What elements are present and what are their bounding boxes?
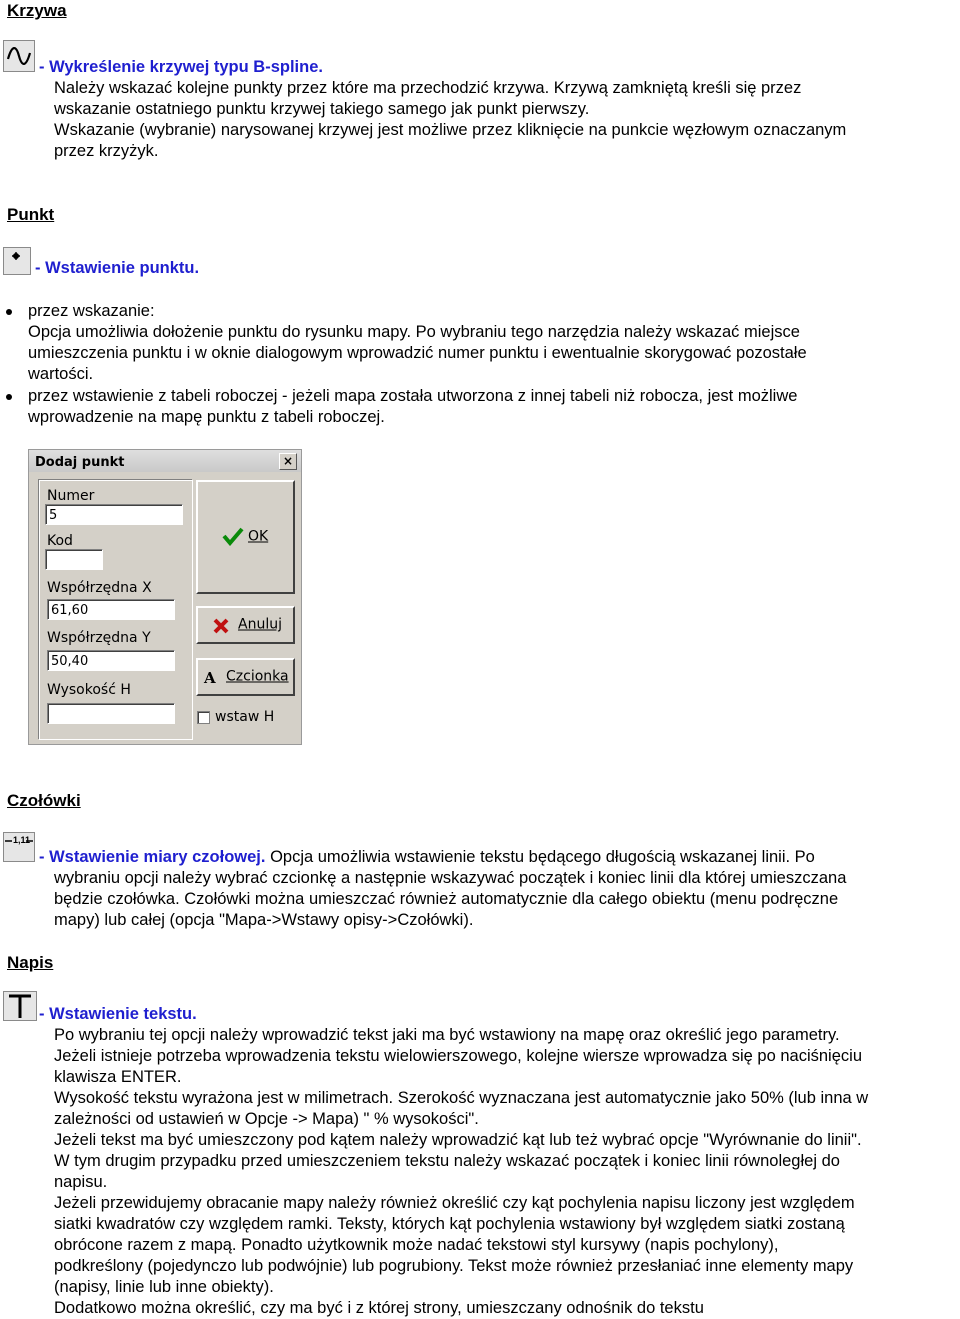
numer-input[interactable]: 5 xyxy=(45,504,183,525)
wstaw-h-checkbox[interactable] xyxy=(197,711,210,724)
anuluj-button[interactable] xyxy=(196,606,295,644)
krzywa-line-4: przez krzyżyk. xyxy=(54,142,159,160)
section-header-punkt: Punkt xyxy=(7,205,55,224)
czolowki-line-2: będzie czołówka. Czołówki można umieszczać również automatycznie dla całego obiektu (menu podręczne xyxy=(54,890,839,908)
czolowki-line-3: mapy) lub całej (opcja "Mapa->Wstawy opisy->Czołówki). xyxy=(54,911,474,929)
measurement-tool-icon[interactable] xyxy=(3,832,35,862)
bullet-dot xyxy=(6,309,12,315)
czolowki-first-line xyxy=(39,847,815,868)
napis-line-10: siatki kwadratów czy względem ramki. Teksty, których kąt pochylenia wstawiony był względem siatki zostaną xyxy=(54,1215,845,1233)
punkt-bullet1-line-1: Opcja umożliwia dołożenie punktu do rysunku mapy. Po wybraniu tego narzędzia należy wskazać miejsce xyxy=(28,323,800,341)
napis-line-14: Dodatkowo można określić, czy ma być i z której strony, umieszczany odnośnik do tekstu xyxy=(54,1299,704,1317)
punkt-bullet1-line-2: umieszczenia punktu i w oknie dialogowym wprowadzić numer punktu i ewentualnie skorygować pozostałe xyxy=(28,344,807,362)
ok-button[interactable] xyxy=(196,480,295,594)
napis-line-2: Jeżeli istnieje potrzeba wprowadzenia tekstu wielowierszowego, kolejne wiersze wprowadza się po naciśnięciu xyxy=(54,1047,862,1065)
krzywa-line-1: Należy wskazać kolejne punkty przez które ma przechodzić krzywa. Krzywą zamkniętą kreśli się przez xyxy=(54,79,802,97)
punkt-bullet2-line-1: przez wstawienie z tabeli roboczej - jeżeli mapa została utworzona z innej tabeli niż robocza, jest możliwe xyxy=(28,387,798,405)
point-tool-icon[interactable] xyxy=(3,247,31,275)
napis-line-1: Po wybraniu tej opcji należy wprowadzić tekst jaki ma być wstawiony na mapę oraz określić jego parametry. xyxy=(54,1026,840,1044)
wspolrzedna-x-label: Współrzędna X xyxy=(47,580,152,596)
napis-line-9: Jeżeli przewidujemy obracanie mapy należy również określić czy kąt pochylenia napisu liczony jest względem xyxy=(54,1194,855,1212)
napis-title: - Wstawienie tekstu. xyxy=(39,1005,197,1023)
section-header-krzywa: Krzywa xyxy=(7,1,67,20)
napis-line-11: obrócone razem z mapą. Ponadto użytkownik może nadać tekstowi styl kursywy (napis pochylony), xyxy=(54,1236,779,1254)
czolowki-first-rest: Opcja umożliwia wstawienie tekstu będącego długością wskazanej linii. Po xyxy=(265,848,815,866)
section-header-napis: Napis xyxy=(7,953,54,972)
kod-input[interactable] xyxy=(45,549,103,570)
napis-line-12: podkreślony (pojedynczo lub podwójnie) lub pogrubiony. Tekst może również przesłaniać inne elementy mapy xyxy=(54,1257,854,1275)
dialog-titlebar xyxy=(29,450,301,472)
curve-tool-icon[interactable] xyxy=(3,40,35,72)
checkmark-icon xyxy=(222,526,244,553)
close-icon[interactable]: × xyxy=(279,453,297,470)
krzywa-line-3: Wskazanie (wybranie) narysowanej krzywej jest możliwe przez kliknięcie na punkcie węzłowym oznaczanym xyxy=(54,121,847,139)
wysokosc-h-input[interactable] xyxy=(47,703,175,724)
punkt-bullet1-title: przez wskazanie: xyxy=(28,302,155,320)
wspolrzedna-x-input[interactable]: 61,60 xyxy=(47,599,175,620)
numer-label: Numer xyxy=(47,488,95,504)
font-icon: A xyxy=(204,669,216,687)
anuluj-button-label: Anuluj xyxy=(238,616,282,633)
czcionka-button-label: Czcionka xyxy=(226,668,289,685)
text-tool-icon[interactable] xyxy=(3,991,37,1021)
czcionka-button[interactable] xyxy=(196,658,295,696)
measurement-icon-text: 1,11 xyxy=(13,835,31,845)
cross-icon xyxy=(212,617,230,642)
napis-line-3: klawisza ENTER. xyxy=(54,1068,182,1086)
kod-label: Kod xyxy=(47,533,73,549)
czolowki-line-1: wybraniu opcji należy wybrać czcionkę a następnie wskazywać początek i koniec linii dla której umieszczana xyxy=(54,869,847,887)
punkt-bullet1-line-3: wartości. xyxy=(28,365,94,383)
czolowki-title: - Wstawienie miary czołowej. xyxy=(39,848,266,866)
wysokosc-h-label: Wysokość H xyxy=(47,682,131,698)
napis-line-8: napisu. xyxy=(54,1173,108,1191)
napis-line-6: Jeżeli tekst ma być umieszczony pod kątem należy wprowadzić kąt lub też wybrać opcje "Wyrównanie do linii". xyxy=(54,1131,862,1149)
napis-line-7: W tym drugim przypadku przed umieszczeniem tekstu należy wskazać początek i koniec linii równoległej do xyxy=(54,1152,840,1170)
wspolrzedna-y-label: Współrzędna Y xyxy=(47,630,151,646)
section-header-czolowki: Czołówki xyxy=(7,791,81,810)
bullet-dot xyxy=(6,394,12,400)
napis-line-5: zależności od ustawień w Opcje -> Mapa) " % wysokości". xyxy=(54,1110,479,1128)
punkt-title: - Wstawienie punktu. xyxy=(35,259,200,277)
krzywa-line-2: wskazanie ostatniego punktu krzywej takiego samego jak punkt pierwszy. xyxy=(54,100,590,118)
wspolrzedna-y-input[interactable]: 50,40 xyxy=(47,650,175,671)
dialog-title: Dodaj punkt xyxy=(35,455,125,470)
wstaw-h-label: wstaw H xyxy=(215,709,275,725)
napis-line-4: Wysokość tekstu wyrażona jest w milimetrach. Szerokość wyznaczana jest automatycznie jako 50% (lub inna w xyxy=(54,1089,869,1107)
punkt-bullet2-line-2: wprowadzenie na mapę punktu z tabeli roboczej. xyxy=(28,408,385,426)
dodaj-punkt-dialog xyxy=(28,449,302,745)
napis-line-13: (napisy, linie lub inne obiekty). xyxy=(54,1278,274,1296)
ok-button-label: OK xyxy=(248,528,269,545)
krzywa-title: - Wykreślenie krzywej typu B-spline. xyxy=(39,58,323,76)
